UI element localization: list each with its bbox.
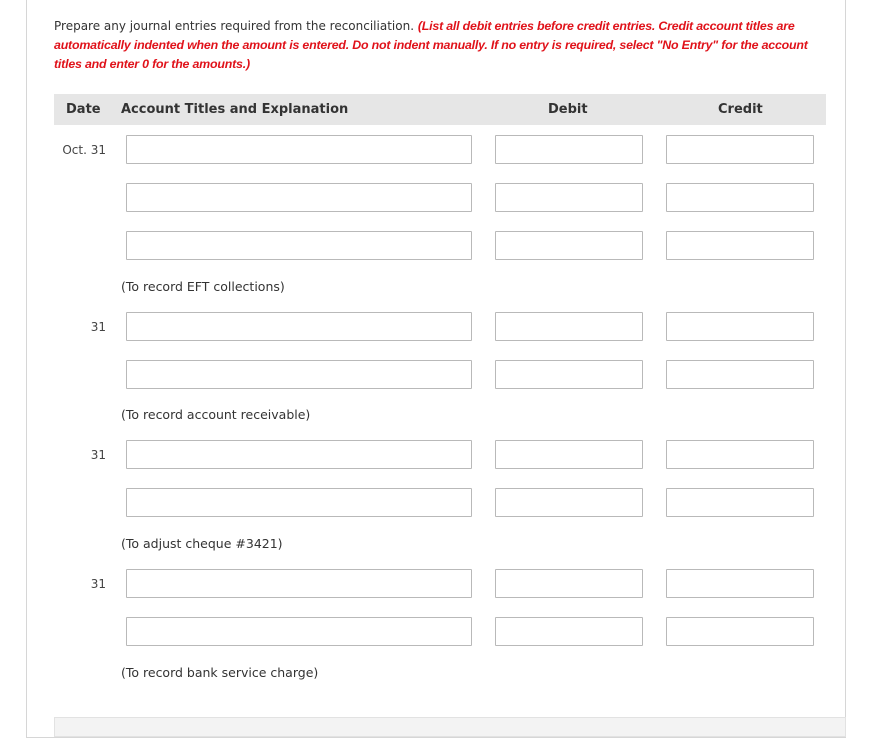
instructions-lead: Prepare any journal entries required from the reconciliation. <box>54 19 415 33</box>
instructions-emphasis: (List all debit entries before credit entries. Credit account titles are automatically indented when the amount is entered. Do not indent manually. If no entry is required, select "No Entry" for the account titles and enter 0 for the amounts.) <box>54 19 808 71</box>
account-title-field[interactable] <box>126 135 472 164</box>
debit-amount-field[interactable] <box>495 312 643 341</box>
debit-amount-field[interactable] <box>495 183 643 212</box>
account-title-field[interactable] <box>126 231 472 260</box>
credit-amount-field[interactable] <box>666 312 814 341</box>
credit-amount-field[interactable] <box>666 440 814 469</box>
credit-amount-field[interactable] <box>666 183 814 212</box>
footer-panel <box>54 717 846 737</box>
entry-explanation: (To adjust cheque #3421) <box>121 536 283 551</box>
credit-amount-field[interactable] <box>666 231 814 260</box>
entry-explanation: (To record EFT collections) <box>121 279 285 294</box>
account-title-field[interactable] <box>126 569 472 598</box>
debit-amount-field[interactable] <box>495 488 643 517</box>
entry-date: 31 <box>90 320 106 334</box>
account-title-field[interactable] <box>126 183 472 212</box>
credit-amount-field[interactable] <box>666 617 814 646</box>
header-credit: Credit <box>718 102 763 117</box>
debit-amount-field[interactable] <box>495 231 643 260</box>
debit-amount-field[interactable] <box>495 617 643 646</box>
entry-date: 31 <box>90 577 106 591</box>
debit-amount-field[interactable] <box>495 135 643 164</box>
journal-table-header <box>54 94 826 125</box>
entry-explanation: (To record bank service charge) <box>121 665 319 680</box>
header-account-titles: Account Titles and Explanation <box>121 102 349 117</box>
instructions <box>54 17 834 74</box>
debit-amount-field[interactable] <box>495 440 643 469</box>
credit-amount-field[interactable] <box>666 488 814 517</box>
header-debit: Debit <box>548 102 588 117</box>
credit-amount-field[interactable] <box>666 360 814 389</box>
entry-date: 31 <box>90 448 106 462</box>
entry-date: Oct. 31 <box>62 143 106 157</box>
account-title-field[interactable] <box>126 360 472 389</box>
debit-amount-field[interactable] <box>495 360 643 389</box>
account-title-field[interactable] <box>126 440 472 469</box>
credit-amount-field[interactable] <box>666 569 814 598</box>
account-title-field[interactable] <box>126 312 472 341</box>
account-title-field[interactable] <box>126 617 472 646</box>
credit-amount-field[interactable] <box>666 135 814 164</box>
account-title-field[interactable] <box>126 488 472 517</box>
header-date: Date <box>66 102 101 117</box>
debit-amount-field[interactable] <box>495 569 643 598</box>
entry-explanation: (To record account receivable) <box>121 407 311 422</box>
